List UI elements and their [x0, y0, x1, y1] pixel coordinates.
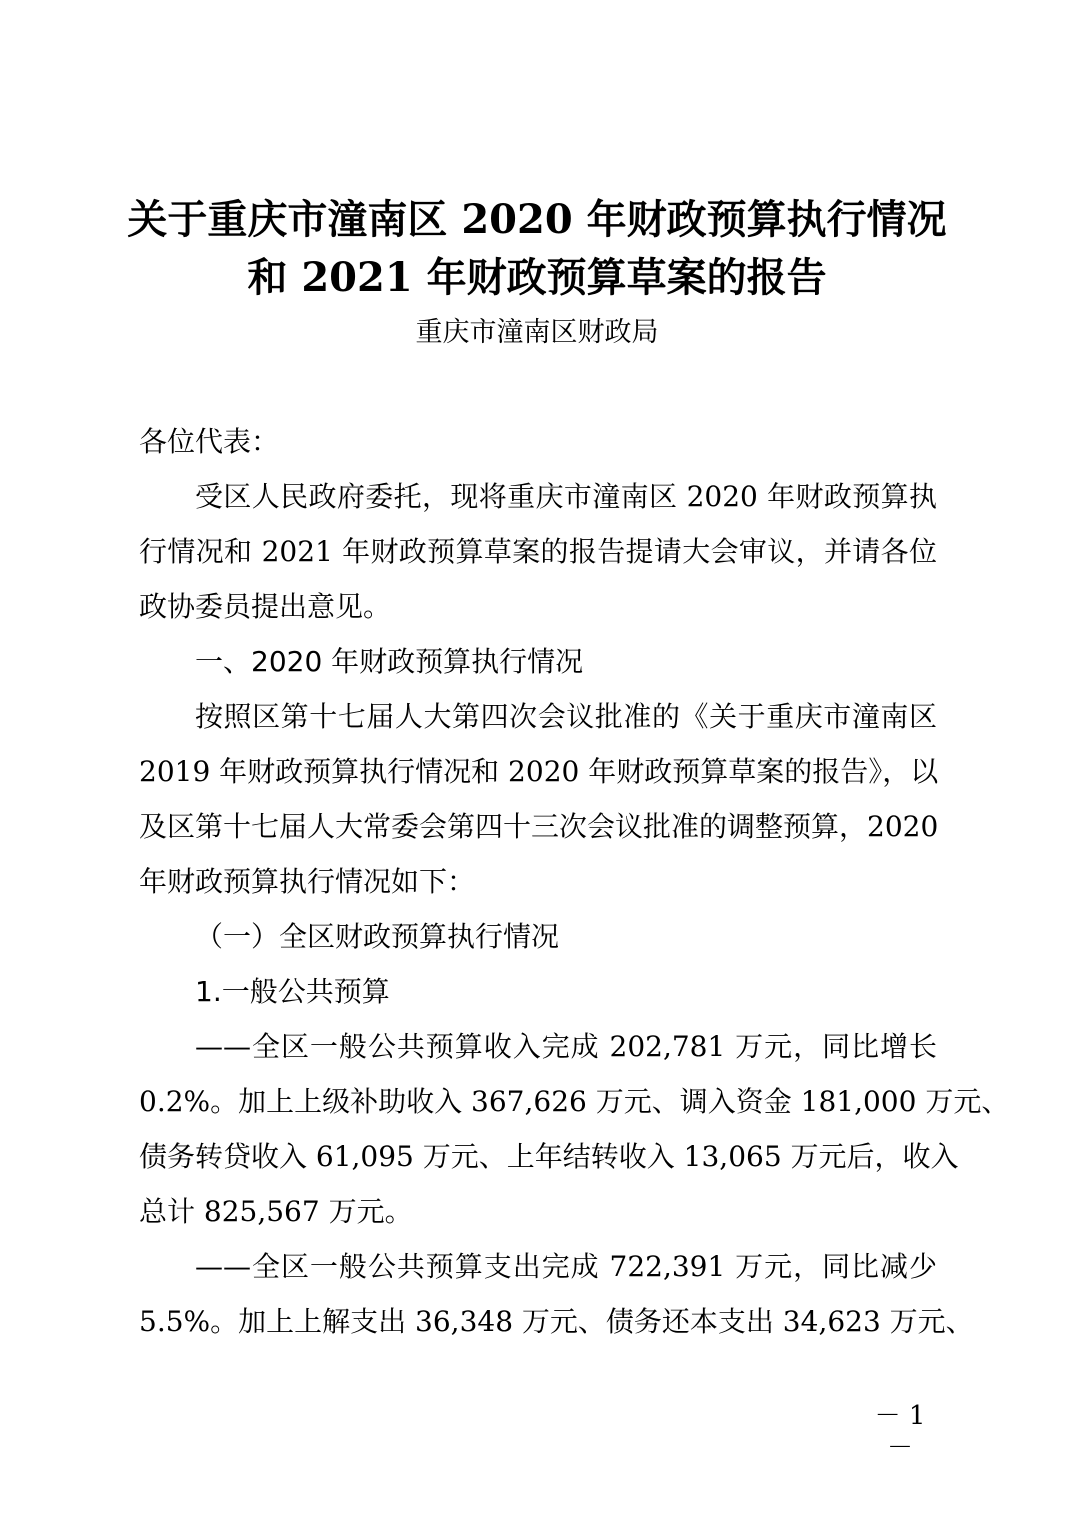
- body-line: 年财政预算执行情况如下：: [139, 865, 476, 898]
- body-line: 及区第十七届人大常委会第四十三次会议批准的调整预算，2020: [139, 810, 939, 843]
- body-line: ——全区一般公共预算收入完成 202,781 万元，同比增长: [195, 1030, 937, 1063]
- section-heading: 一、2020 年财政预算执行情况: [195, 645, 584, 678]
- page-number: － 1 －: [874, 1401, 926, 1463]
- salutation: 各位代表：: [139, 425, 280, 458]
- issuer-name: 重庆市潼南区财政局: [415, 317, 659, 348]
- body-line: 0.2%。加上上级补助收入 367,626 万元、调入资金 181,000 万元、: [139, 1085, 1010, 1118]
- body-line: 政协委员提出意见。: [139, 590, 392, 623]
- body-line: 债务转贷收入 61,095 万元、上年结转收入 13,065 万元后，收入: [139, 1140, 959, 1173]
- report-title-line-2: 和 2021 年财政预算草案的报告: [247, 254, 827, 301]
- body-line: 2019 年财政预算执行情况和 2020 年财政预算草案的报告》，以: [139, 755, 939, 788]
- body-line: 行情况和 2021 年财政预算草案的报告提请大会审议，并请各位: [139, 535, 937, 568]
- body-line: 按照区第十七届人大第四次会议批准的《关于重庆市潼南区: [195, 700, 937, 733]
- subsection-heading: （一）全区财政预算执行情况: [195, 920, 560, 953]
- report-title-line-1: 关于重庆市潼南区 2020 年财政预算执行情况: [127, 196, 947, 243]
- body-line: ——全区一般公共预算支出完成 722,391 万元，同比减少: [195, 1250, 937, 1283]
- body-line: 5.5%。加上上解支出 36,348 万元、债务还本支出 34,623 万元、: [139, 1305, 974, 1338]
- body-line: 总计 825,567 万元。: [139, 1195, 413, 1228]
- body-line: 受区人民政府委托，现将重庆市潼南区 2020 年财政预算执: [195, 480, 937, 513]
- subsection-heading: 1.一般公共预算: [195, 975, 390, 1008]
